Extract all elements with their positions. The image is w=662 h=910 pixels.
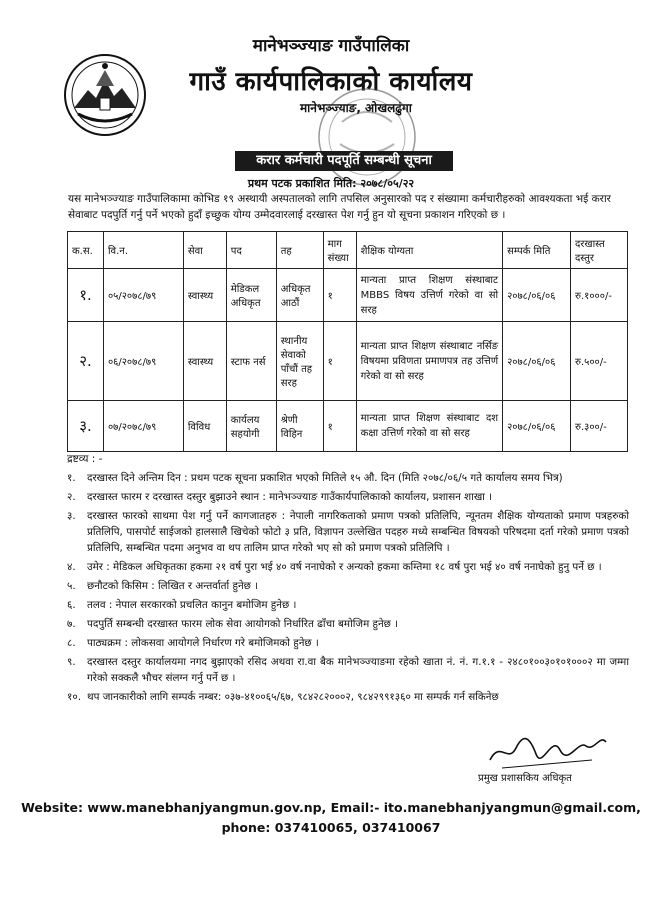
- note-text: दरखास्त फारको साथमा पेश गर्नु पर्ने कागजातहरु : नेपाली नागरिकताको प्रमाण पत्रको प्रतिलिपि, न्यूनतम शैक्षिक योग्यताको प्रमाण पत्रहरुको प्रतिलिपि, पासपोर्ट साईजको हालसालै खिचेको फोटो ३ प्रति, विज्ञापन उल्लेखित पदहरु मध्ये सम्बन्धित विषयको परिषदमा दर्ता गरेको प्रमाण पत्रको प्रतिलिपि, सम्बन्धित पदमा अनुभव वा थप तालिम प्राप्त गरेको भए सो को प्रमाण पत्रको प्रतिलिपि ।: [87, 510, 629, 554]
- fee-cell: रु.१०००/-: [571, 269, 628, 322]
- post-cell: स्टाफ नर्स: [226, 322, 276, 401]
- table-row: [68, 322, 628, 401]
- notes-list: [67, 470, 629, 708]
- note-number: ९.: [67, 656, 76, 668]
- qualification-cell: मान्यता प्राप्त शिक्षण संस्थाबाट नर्सिङ विषयमा प्रविणता प्रमाणपत्र तह उत्तिर्ण गरेको वा सो सरह: [356, 322, 502, 401]
- table-row: [68, 401, 628, 452]
- serial-cell: १.: [68, 269, 104, 322]
- header-cell: माग संख्या: [323, 232, 356, 269]
- notice-title: करार कर्मचारी पदपूर्ति सम्बन्धी सूचना: [235, 151, 453, 171]
- note-number: ८.: [67, 637, 76, 649]
- list-item: [67, 616, 629, 632]
- note-text: दरखास्त दिने अन्तिम दिन : प्रथम पटक सूचना प्रकाशित भएको मितिले १५ औ. दिन (मिति २०७८/०६/५ गते कार्यालय समय भित्र): [87, 472, 563, 484]
- list-item: [67, 489, 629, 505]
- post-cell: मेडिकल अधिकृत: [226, 269, 276, 322]
- list-item: [67, 470, 629, 486]
- advert-number-cell: ०७/२०७८/७९: [103, 401, 183, 452]
- vacancy-table: [67, 231, 628, 452]
- note-number: ५.: [67, 580, 76, 592]
- fee-cell: रु.३००/-: [571, 401, 628, 452]
- signatory-role: प्रमुख प्रशासकिय अधिकृत: [478, 773, 572, 784]
- table-row: [68, 269, 628, 322]
- municipality-name: मानेभञ्ज्याङ गाउँपालिका: [252, 36, 410, 56]
- header-cell: वि.न.: [103, 232, 183, 269]
- list-item: [67, 559, 629, 575]
- header-cell: पद: [226, 232, 276, 269]
- publication-date: प्रथम पटक प्रकाशित मिति: २०७८/०५/२२: [247, 177, 415, 190]
- footer-website-email: Website: www.manebhanjyangmun.gov.np, Email:- ito.manebhanjyangmun@gmail.com,: [21, 800, 641, 815]
- note-number: ७.: [67, 618, 76, 630]
- note-text: पाठ्यक्रम : लोकसवा आयोगले निर्धारण गरे बमोजिमको हुनेछ ।: [87, 637, 319, 649]
- note-text: उमेर : मेडिकल अधिकृतका हकमा २१ वर्ष पुरा भई ४० वर्ष ननाघेको र अन्यको हकमा कम्तिमा १८ वर्ष पुरा भई ४० वर्ष ननाघेको हुनु पर्ने छ ।: [87, 561, 602, 573]
- count-cell: १: [323, 322, 356, 401]
- footer-phone: phone: 037410065, 037410067: [221, 820, 441, 835]
- intro-paragraph: यस मानेभञ्ज्याङ गाउँपालिकामा कोभिड १९ अस्थायी अस्पतालको लागि तपसिल अनुसारको पद र संख्यामा कर्मचारीहरुको आवश्यकता भई करार सेवाबाट पदपुर्ति गर्नु पर्ने भएको हुदाँ इच्छुक योग्य उम्मेदवारलाई दरखास्त पेश गर्नु हुन यो सूचना प्रकाशन गरिएको छ ।: [68, 193, 611, 221]
- office-address: मानेभञ्ज्याङ, ओखलढुंगा: [300, 101, 412, 115]
- level-cell: श्रेणी विहिन: [276, 401, 323, 452]
- service-cell: स्वास्थ्य: [183, 322, 226, 401]
- count-cell: १: [323, 269, 356, 322]
- note-number: १.: [67, 472, 76, 484]
- service-cell: विविध: [183, 401, 226, 452]
- contact-date-cell: २०७८/०६/०६: [503, 269, 571, 322]
- list-item: [67, 578, 629, 594]
- note-number: ३.: [67, 510, 76, 522]
- table-header-row: [68, 232, 628, 269]
- list-item: [67, 508, 629, 556]
- qualification-cell: मान्यता प्राप्त शिक्षण संस्थाबाट दश कक्षा उत्तिर्ण गरेको वा सो सरह: [356, 401, 502, 452]
- list-item: [67, 597, 629, 613]
- level-cell: स्थानीय सेवाको पाँचौं तह सरह: [276, 322, 323, 401]
- office-name: गाउँ कार्यपालिकाको कार्यालय: [189, 67, 473, 97]
- note-number: २.: [67, 491, 76, 503]
- header-cell: सेवा: [183, 232, 226, 269]
- advert-number-cell: ०६/२०७८/७९: [103, 322, 183, 401]
- note-text: दरखास्त फारम र दरखास्त दस्तुर बुझाउने स्थान : मानेभञ्ज्याङ गाउँकार्यपालिकाको कार्यालय, प्रशासन शाखा ।: [87, 491, 493, 503]
- contact-date-cell: २०७८/०६/०६: [503, 401, 571, 452]
- fee-cell: रु.५००/-: [571, 322, 628, 401]
- notes-heading: द्रष्टव्य : -: [67, 453, 103, 465]
- note-number: ६.: [67, 599, 76, 611]
- qualification-cell: मान्यता प्राप्त शिक्षण संस्थाबाट MBBS विषय उत्तिर्ण गरेको वा सो सरह: [356, 269, 502, 322]
- level-cell: अधिकृत आठौं: [276, 269, 323, 322]
- note-number: १०.: [67, 691, 81, 703]
- count-cell: १: [323, 401, 356, 452]
- list-item: [67, 689, 629, 705]
- service-cell: स्वास्थ्य: [183, 269, 226, 322]
- header-cell: सम्पर्क मिति: [503, 232, 571, 269]
- post-cell: कार्यलय सहयोगी: [226, 401, 276, 452]
- note-text: छनौटको किसिम : लिखित र अन्तर्वार्ता हुनेछ ।: [87, 580, 259, 592]
- serial-cell: २.: [68, 322, 104, 401]
- contact-date-cell: २०७८/०६/०६: [503, 322, 571, 401]
- note-text: तलव : नेपाल सरकारको प्रचलित कानुन बमोजिम हुनेछ ।: [87, 599, 297, 611]
- note-text: दरखास्त दस्तुर कार्यालयमा नगद बुझाएको रसिद अथवा रा.वा बैक मानेभञ्ज्याङमा रहेको खाता नं. नं. ग.१.१ - २४८०१००३०१०१०००२ मा जम्मा गरेको सक्कलै भौचर संलग्न गर्नु पर्ने छ ।: [87, 656, 629, 684]
- header-cell: शैक्षिक योग्यता: [356, 232, 502, 269]
- list-item: [67, 654, 629, 686]
- serial-cell: ३.: [68, 401, 104, 452]
- list-item: [67, 635, 629, 651]
- advert-number-cell: ०५/२०७८/७९: [103, 269, 183, 322]
- note-text: पदपुर्ति सम्बन्धी दरखास्त फारम लोक सेवा आयोगको निर्धारित ढाँचा बमोजिम हुनेछ ।: [87, 618, 399, 630]
- header-cell: क.स.: [68, 232, 104, 269]
- header-cell: तह: [276, 232, 323, 269]
- note-text: थप जानकारीको लागि सम्पर्क नम्बर: ०३७-४१००६५/६७, ९८४२८२०००२, ९८४२९९१३६० मा सम्पर्क गर्न सकिनेछ: [87, 691, 499, 703]
- note-number: ४.: [67, 561, 76, 573]
- header-cell: दरखास्त दस्तुर: [571, 232, 628, 269]
